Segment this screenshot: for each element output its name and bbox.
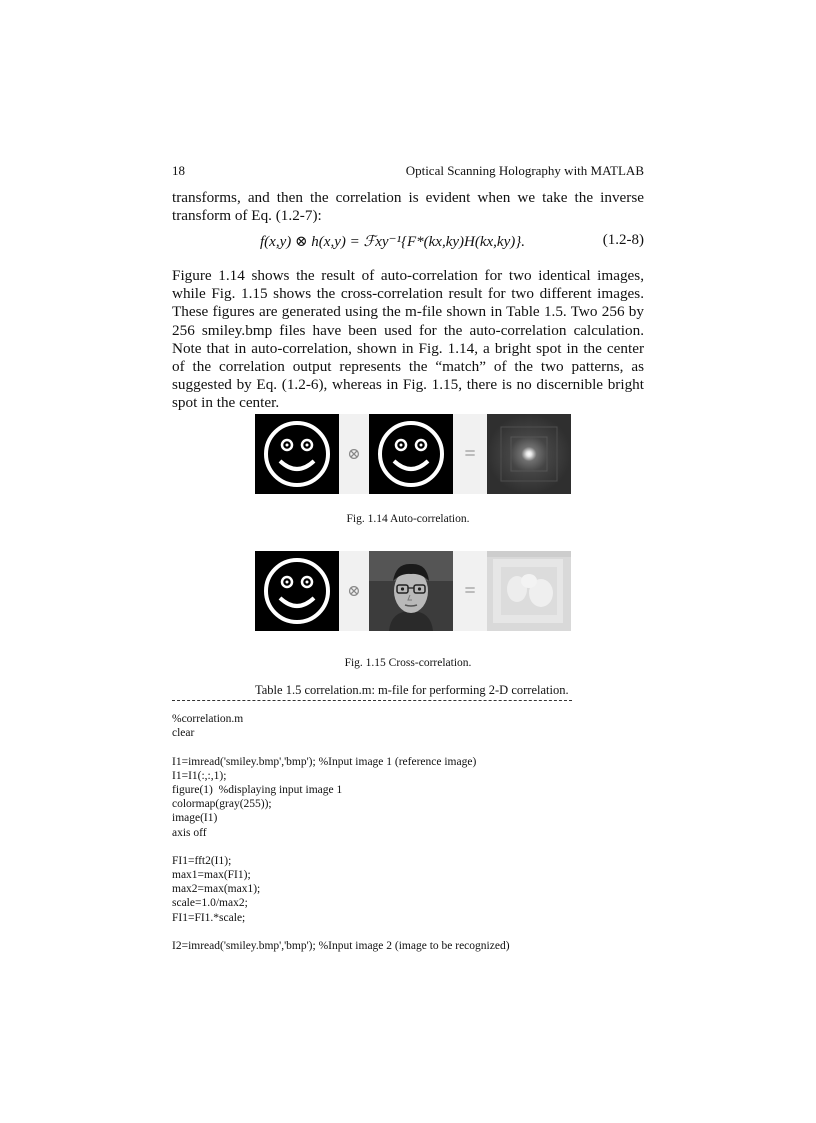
auto-correlation-output-image xyxy=(487,414,571,494)
running-title: Optical Scanning Holography with MATLAB xyxy=(405,163,644,178)
equation-1-2-8 xyxy=(172,232,644,254)
table-caption: Table 1.5 correlation.m: m-file for performing 2-D correlation. xyxy=(255,683,569,697)
code-line: max1=max(FI1); xyxy=(172,869,251,882)
code-line: I2=imread('smiley.bmp','bmp'); %Input image 2 (image to be recognized) xyxy=(172,940,510,952)
code-line xyxy=(172,840,510,854)
code-line: axis off xyxy=(172,826,207,839)
page-number: 18 xyxy=(172,163,185,178)
convolution-operator: ⊗ xyxy=(339,414,369,494)
code-listing xyxy=(172,712,510,953)
portrait-photo xyxy=(369,551,453,631)
code-line xyxy=(172,740,510,754)
code-line xyxy=(172,925,510,939)
code-line: max2=max(max1); xyxy=(172,883,261,896)
figure-caption: Fig. 1.15 Cross-correlation. xyxy=(344,657,472,669)
code-line: colormap(gray(255)); xyxy=(172,798,272,811)
code-line: image(I1) xyxy=(172,812,218,825)
figure-caption: Fig. 1.14 Auto-correlation. xyxy=(346,513,470,525)
paragraph-figures: Figure 1.14 shows the result of auto-correlation for two identical images, while Fig. 1.15 shows the cross-correlation result for two different images. These figures are generated using the m-file shown in Table 1.5. Two 256 by 256 smiley.bmp files have been used for the auto-correlation calculation. Note that in auto-correlation, shown in Fig. 1.14, a bright spot in the center of the correlation output represents the “match” of the two patterns, as suggested by Eq. (1.2-6), whereas in Fig. 1.15, there is no discernible bright spot in the center. xyxy=(172,267,644,412)
code-line: scale=1.0/max2; xyxy=(172,897,248,910)
code-line: FI1=FI1.*scale; xyxy=(172,911,246,924)
smiley-image xyxy=(255,414,339,494)
smiley-image xyxy=(369,414,453,494)
paragraph-intro: transforms, and then the correlation is evident when we take the inverse transform of Eq. (1.2-7): xyxy=(172,189,644,225)
equation-body: f(x,y) ⊗ h(x,y) = ℱxy⁻¹{F*(kx,ky)H(kx,ky)}. xyxy=(260,234,525,250)
code-line: figure(1) %displaying input image 1 xyxy=(172,783,343,796)
convolution-operator: ⊗ xyxy=(339,551,369,631)
equation-number: (1.2-8) xyxy=(602,232,644,248)
figure-cross-correlation xyxy=(255,551,571,631)
figure-auto-correlation xyxy=(255,414,571,494)
cross-correlation-output-image xyxy=(487,551,571,631)
equals-sign: = xyxy=(453,551,487,631)
code-line: %correlation.m xyxy=(172,713,244,725)
dashed-rule xyxy=(172,700,572,701)
code-line: clear xyxy=(172,727,195,740)
smiley-image xyxy=(255,551,339,631)
code-line: I1=I1(:,:,1); xyxy=(172,769,227,782)
code-line: FI1=fft2(I1); xyxy=(172,854,232,867)
code-line: I1=imread('smiley.bmp','bmp'); %Input image 1 (reference image) xyxy=(172,755,477,768)
equals-sign: = xyxy=(453,414,487,494)
